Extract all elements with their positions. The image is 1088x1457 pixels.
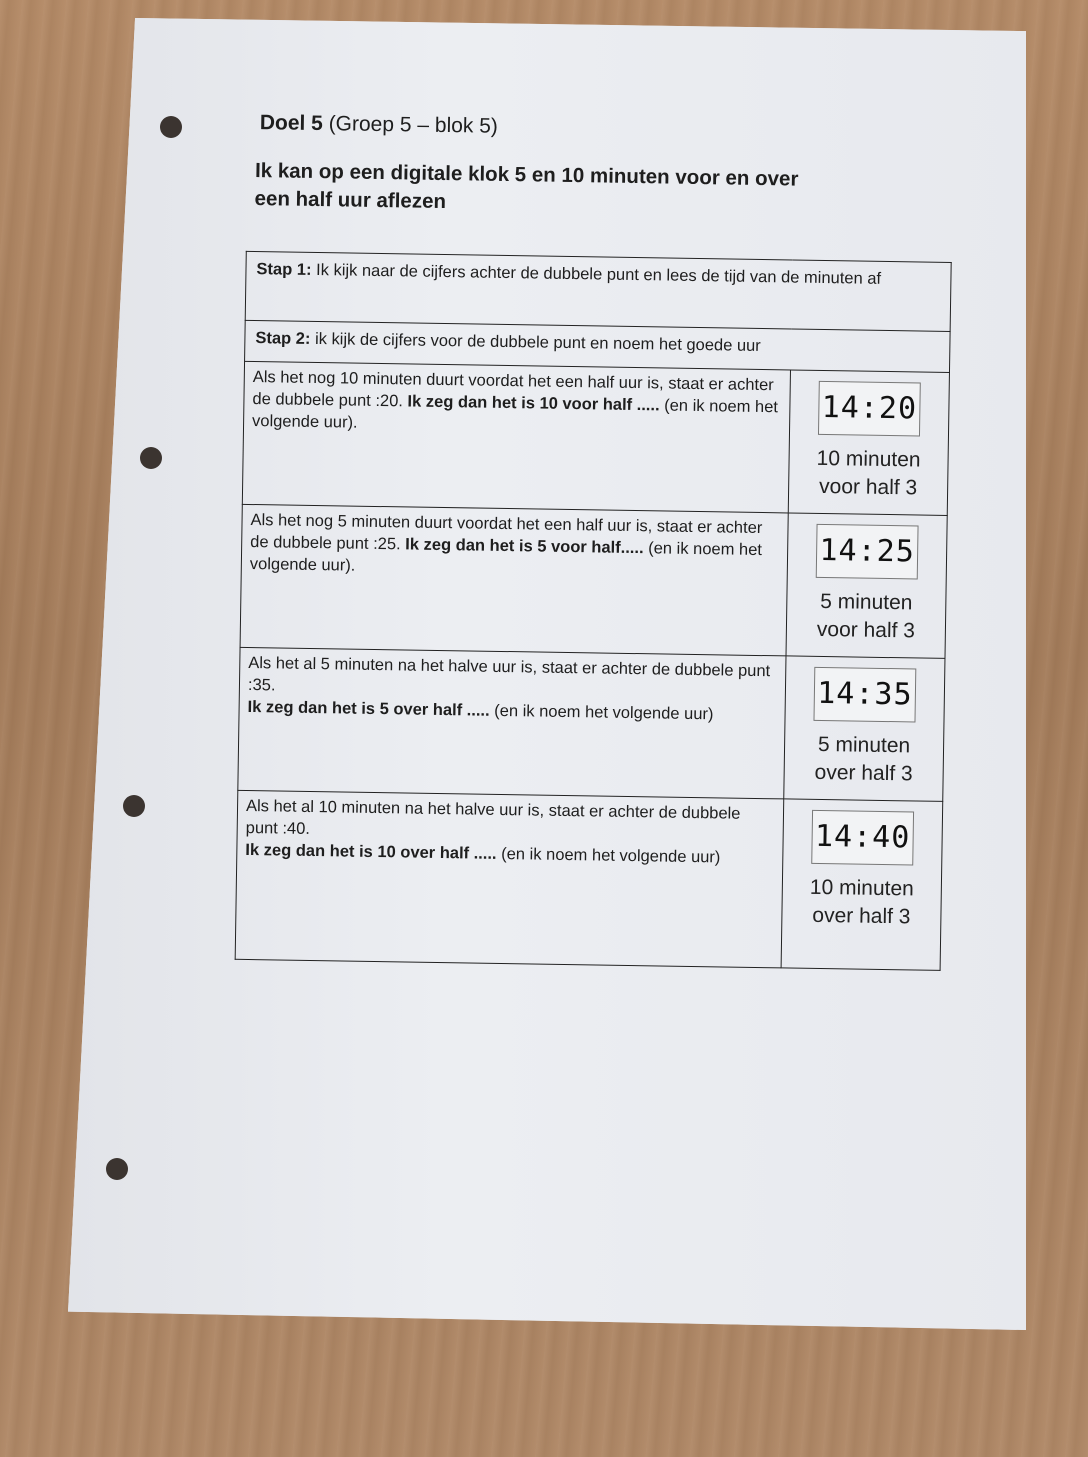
worksheet (177, 110, 970, 971)
punch-hole (123, 795, 145, 817)
explanation-tail: (en ik noem het volgende uur) (489, 701, 714, 724)
clock-cell (788, 370, 949, 515)
caption-line-1: 10 minuten (809, 875, 914, 901)
caption-line-2: over half 3 (812, 903, 911, 929)
clock-cell (781, 799, 943, 970)
explanation-tail: (en ik noem het volgende uur) (496, 844, 721, 867)
digital-clock: 14:25 (816, 524, 919, 580)
explanation-lead: Als het al 10 minuten na het halve uur is, staat er achter de dubbele punt :40. (245, 796, 741, 838)
explanation-cell (242, 361, 790, 513)
explanation-tail: (en ik noem het volgende uur). (251, 396, 779, 432)
step-2-label: Stap 2: (255, 329, 311, 348)
title-suffix: (Groep 5 – blok 5) (322, 112, 499, 138)
explanation-lead: Als het al 5 minuten na het halve uur is, staat er achter de dubbele punt :35. (247, 653, 771, 695)
caption-line-1: 5 minuten (817, 732, 911, 758)
explanation-cell (240, 504, 788, 656)
caption-line-1: 5 minuten (820, 589, 913, 615)
explanation-bold: Ik zeg dan het is 5 over half ..... (247, 697, 490, 720)
explanation-cell (235, 790, 784, 968)
goal-line-1: Ik kan op een digitale klok 5 en 10 minuten voor en over (254, 159, 799, 191)
caption-line-2: over half 3 (814, 760, 913, 786)
punch-hole (106, 1158, 128, 1180)
caption-line-2: voor half 3 (816, 617, 916, 643)
clock-caption (788, 730, 939, 788)
step-1-text: Ik kijk naar de cijfers achter de dubbele punt en lees de tijd van de minuten af (311, 260, 882, 288)
punch-hole (140, 447, 162, 469)
table-row (235, 790, 943, 970)
steps-table (235, 251, 952, 971)
clock-cell (784, 656, 945, 801)
step-2-text: ik kijk de cijfers voor de dubbele punt en noem het goede uur (310, 329, 761, 355)
learning-goal (254, 157, 895, 223)
caption-line-1: 10 minuten (816, 446, 921, 472)
table-row (240, 504, 947, 658)
caption-line-2: voor half 3 (818, 474, 918, 500)
clock-caption (791, 588, 942, 646)
goal-line-2: een half uur aflezen (254, 187, 447, 214)
table-row (242, 361, 949, 515)
explanation-tail: (en ik noem het volgende uur). (249, 539, 763, 575)
clock-caption (793, 445, 944, 503)
step-1-cell (245, 251, 951, 331)
step-1-label: Stap 1: (256, 260, 312, 279)
digital-clock: 14:20 (818, 381, 921, 437)
clock-caption (786, 873, 937, 931)
explanation-lead: Als het nog 10 minuten duurt voordat het een half uur is, staat er achter de dubbele punt :20. (252, 368, 774, 411)
title-prefix: Doel 5 (259, 111, 324, 136)
explanation-cell (238, 647, 786, 799)
table-row (238, 647, 945, 801)
digital-clock: 14:40 (811, 810, 914, 866)
explanation-bold: Ik zeg dan het is 10 voor half ..... (407, 392, 660, 415)
explanation-bold: Ik zeg dan het is 5 voor half..... (405, 535, 644, 558)
digital-clock: 14:35 (813, 667, 916, 723)
punch-hole (160, 116, 182, 138)
explanation-bold: Ik zeg dan het is 10 over half ..... (245, 840, 497, 863)
clock-cell (786, 513, 947, 658)
explanation-lead: Als het nog 5 minuten duurt voordat het een half uur is, staat er achter de dubbele punt :25. (250, 511, 763, 554)
table-row-step-1 (245, 251, 951, 331)
